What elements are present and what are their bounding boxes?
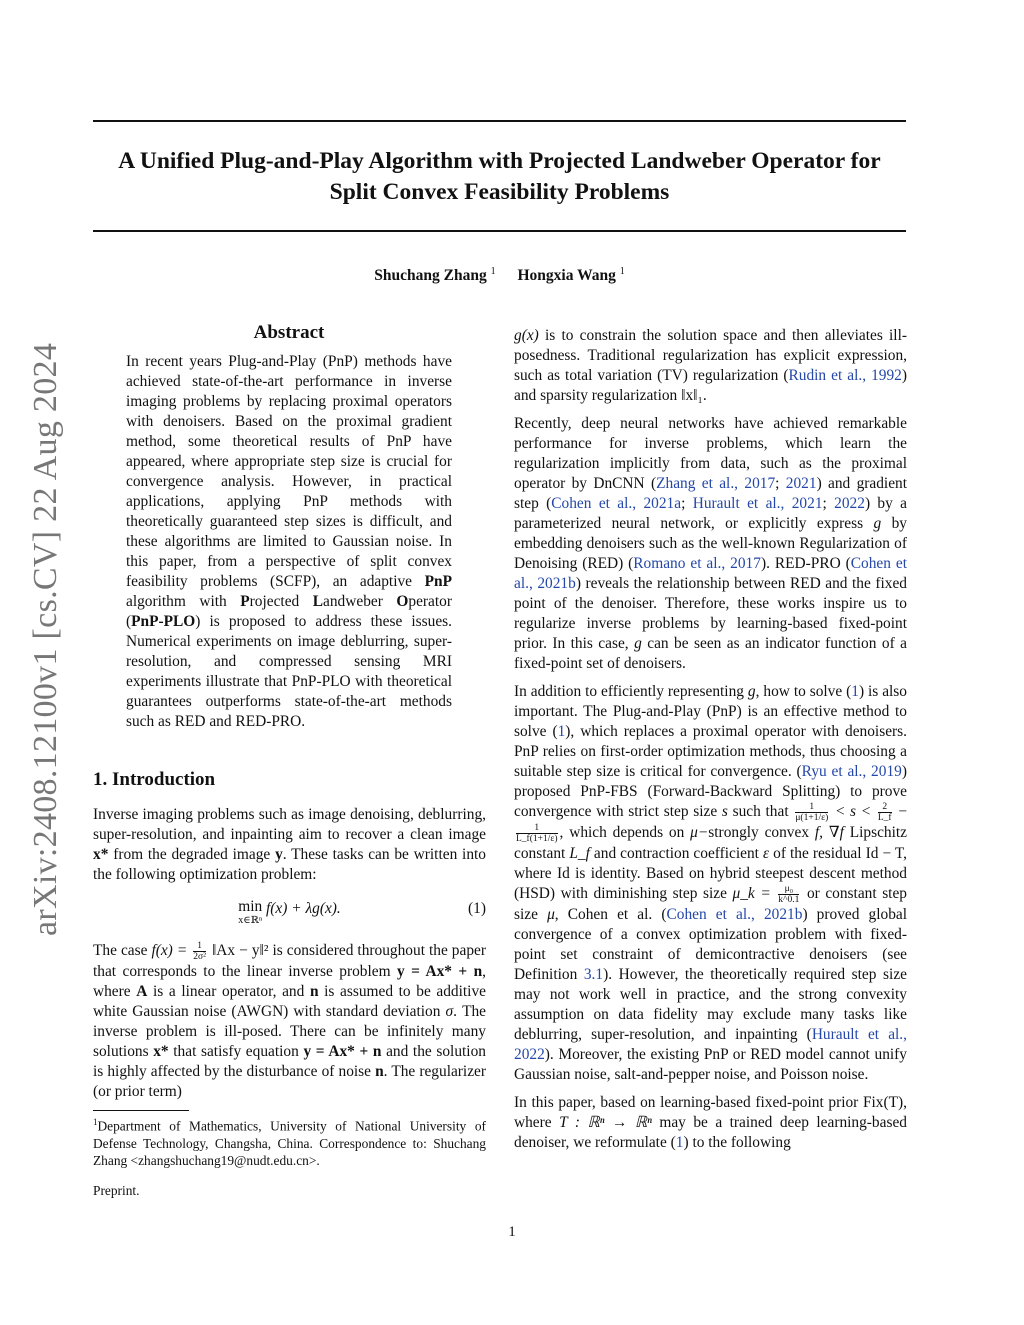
- fraction: [795, 802, 828, 823]
- min-label: min: [238, 898, 263, 915]
- citation-link[interactable]: 2021: [785, 475, 817, 492]
- citation-link[interactable]: Hurault et al., 2021: [692, 495, 823, 512]
- equation-1: [93, 898, 486, 928]
- fraction-numerator: 2: [878, 802, 892, 813]
- right-paragraph-1: [514, 326, 907, 406]
- author: [374, 267, 495, 284]
- title-bottom-rule: [93, 230, 906, 232]
- text: ) proposed PnP-FBS (Forward-Backward Splitting) to prove convergence with strict step size: [514, 763, 907, 821]
- abstract-bold: O: [396, 593, 409, 610]
- min-subscript: x∈ℝⁿ: [238, 915, 263, 926]
- text: that satisfy equation: [173, 1043, 299, 1060]
- math: g: [747, 683, 756, 700]
- text: may be a trained deep learning-based denoiser, we reformulate (: [514, 1114, 907, 1151]
- author-name: Hongxia Wang: [517, 267, 616, 285]
- fraction: [778, 884, 799, 905]
- min-operator: [238, 900, 262, 928]
- text: can be seen as an indicator function of a fixed-point set of denoisers.: [514, 635, 907, 672]
- footnote: [93, 1114, 486, 1170]
- text: ;: [822, 495, 835, 512]
- math: Id: [556, 865, 570, 882]
- fraction-denominator: μ(1+1/ε): [795, 813, 829, 823]
- text: , which depends on: [559, 824, 685, 842]
- equation-number: (1): [468, 900, 486, 917]
- math: f(x) =: [151, 942, 188, 960]
- text: by embedding denoisers such as the well-known Regularization of Denoising (RED) (: [514, 515, 907, 572]
- right-paragraph-4: [514, 1093, 907, 1153]
- math: ε: [763, 845, 770, 862]
- math: μ: [547, 906, 555, 923]
- citation-link[interactable]: 2022: [834, 495, 865, 512]
- math: n: [309, 983, 319, 1000]
- preprint-label: Preprint.: [93, 1183, 140, 1198]
- text: ) proved global convergence of a convex optimization problem with fixed-point set constraint of demicontractive denoisers (see Definition: [514, 906, 908, 983]
- footnote-rule: [93, 1110, 189, 1111]
- math: s: [721, 803, 728, 821]
- text: is a linear operator, and: [152, 983, 305, 1000]
- text: Lipschitz constant: [514, 824, 907, 862]
- fraction: [878, 802, 892, 823]
- text: ). RED-PRO (: [760, 555, 851, 572]
- math: ‖Ax − y‖²: [211, 942, 269, 960]
- section-heading-introduction: 1. Introduction: [93, 769, 216, 790]
- text: ) and gradient step (: [514, 475, 908, 512]
- fraction-numerator: μ₀: [778, 884, 799, 895]
- abstract-bold: PnP: [424, 573, 452, 590]
- math: y = Ax* + n: [396, 963, 483, 980]
- abstract-text: ) is proposed to address these issues. Numerical experiments on image deblurring, super-resolution, and compressed sensing MRI experiments illustrate that PnP-PLO with theoretical guarantees outperforms state-of-the-art methods such as RED and RED-PRO.: [126, 613, 452, 730]
- math: −: [898, 803, 907, 821]
- text: ). Moreover, the existing PnP or RED model cannot unify Gaussian noise, salt-and-pepper noise, and Poisson noise.: [514, 1046, 907, 1083]
- text: ), which replaces a proximal operator with denoisers. PnP relies on first-order optimization methods, thus choosing a suitable step size is critical for convergence. (: [514, 723, 907, 780]
- fraction: [516, 823, 558, 844]
- text: is identity. Based on hybrid steepest descent method (HSD) with diminishing step size: [514, 865, 907, 903]
- citation-link[interactable]: Ryu et al., 2019: [801, 763, 902, 780]
- math: μ−: [690, 824, 709, 842]
- author-affiliation: 1: [490, 266, 496, 277]
- text: , how to solve (: [755, 683, 852, 700]
- footnote-text: Department of Mathematics, University of National University of Defense Technology, Changsha, China. Correspondence to: Shuchang Zhang <zhangshuchang19@nudt.edu.cn>.: [93, 1118, 486, 1169]
- author: [517, 267, 624, 284]
- right-paragraph-2: [514, 414, 907, 674]
- title-top-rule: [93, 120, 906, 122]
- text: , where: [93, 963, 486, 1000]
- fraction-numerator: 1: [193, 941, 206, 952]
- text: is considered throughout the paper that corresponds to the linear inverse problem: [93, 942, 486, 980]
- text: In addition to efficiently representing: [514, 683, 744, 700]
- math: T : ℝⁿ → ℝⁿ: [559, 1114, 652, 1131]
- text: . The inverse problem is ill-posed. There can be infinitely many solutions: [93, 1003, 486, 1060]
- math: Fix(T): [862, 1094, 904, 1111]
- fraction-denominator: L_f(1+1/ε): [516, 834, 558, 844]
- text: ). However, the theoretically required step size may not work well in practice, and the strong convexity assumption on data fidelity may exclude many tasks like deblurring, super-resolution, and inpainting (: [514, 966, 907, 1043]
- text: is assumed to be additive white Gaussian noise (AWGN) with standard deviation: [93, 983, 486, 1020]
- text: .: [702, 387, 707, 404]
- equation-expression: f(x) + λg(x).: [266, 900, 341, 917]
- paper-title: [93, 146, 906, 208]
- text: In this paper, based on learning-based fixed-point prior: [514, 1094, 859, 1111]
- text: of the residual: [773, 845, 862, 862]
- math: σ: [445, 1003, 454, 1020]
- math: y = Ax* + n: [303, 1043, 382, 1060]
- text: ) is also important. The Plug-and-Play (PnP) is an effective method to solve (: [514, 683, 907, 740]
- text: Recently, deep neural networks have achieved remarkable performance for inverse problems, which learn the regularization implicitly from data, such as the proximal operator by DnCNN (: [514, 415, 907, 492]
- text: ;: [775, 475, 786, 492]
- math: L_f: [569, 845, 590, 862]
- text: ) and sparsity regularization: [514, 367, 907, 404]
- text: ;: [681, 495, 693, 512]
- equation-ref-link[interactable]: 1: [851, 683, 859, 700]
- citation-link[interactable]: Romano et al., 2017: [633, 555, 761, 572]
- text: from the degraded image: [113, 846, 271, 863]
- fraction-numerator: 1: [795, 802, 828, 813]
- author-name: Shuchang Zhang: [374, 267, 487, 285]
- math: μ_k =: [732, 885, 771, 903]
- text: The case: [93, 942, 148, 960]
- text: . These tasks can be written into the following optimization problem:: [93, 846, 486, 883]
- text: . The regularizer (or prior term): [93, 1063, 486, 1100]
- title-line-1: A Unified Plug-and-Play Algorithm with Projected Landweber Operator for: [118, 148, 881, 174]
- text: and contraction coefficient: [593, 845, 759, 862]
- math: ‖x‖₁: [681, 387, 703, 404]
- equation-body: [93, 900, 486, 928]
- abstract-text: andweber: [323, 593, 383, 610]
- fraction-denominator: k^0.1: [778, 895, 800, 905]
- text: strongly convex: [708, 824, 810, 842]
- text: Inverse imaging problems such as image denoising, deblurring, super-resolution, and inpainting aim to recover a clean image: [93, 806, 486, 843]
- right-paragraph-3: [514, 682, 907, 1085]
- page-number: 1: [508, 1224, 516, 1240]
- text: , where: [514, 845, 907, 882]
- math: g: [873, 515, 882, 532]
- text: such that: [732, 803, 789, 821]
- abstract-bold: L: [312, 593, 324, 610]
- abstract-bold: P: [240, 593, 250, 610]
- fraction-denominator: L_f: [877, 813, 892, 823]
- text: ) by a parameterized neural network, or explicitly express: [514, 495, 908, 532]
- text: , Cohen et al. (: [554, 906, 667, 923]
- math: n: [375, 1063, 384, 1080]
- citation-link[interactable]: Hurault et al., 2022: [514, 1026, 907, 1063]
- author-affiliation: 1: [619, 266, 625, 277]
- text: or constant step size: [514, 885, 907, 923]
- title-line-2: Split Convex Feasibility Problems: [329, 179, 670, 205]
- math: g(x): [514, 327, 539, 344]
- abstract-text: algorithm with: [126, 593, 227, 610]
- math: y: [275, 846, 283, 863]
- citation-link[interactable]: Cohen et al., 2021a: [551, 495, 682, 512]
- equation-ref-link[interactable]: 1: [675, 1134, 684, 1151]
- abstract-bold: PnP-PLO: [131, 613, 196, 630]
- abstract-body: [126, 352, 452, 732]
- math: x*: [93, 846, 109, 863]
- math: Id − T: [865, 845, 904, 862]
- text: is to constrain the solution space and then alleviates ill-posedness. Traditional regularization has explicit expression, such as total variation (TV) regularization (: [514, 327, 907, 384]
- math: A: [136, 983, 148, 1000]
- citation-link[interactable]: Rudin et al., 1992: [788, 367, 902, 384]
- abstract-text: perator (: [126, 593, 452, 630]
- fraction-denominator: 2σ²: [193, 952, 206, 962]
- math: x*: [153, 1043, 169, 1060]
- citation-link[interactable]: Zhang et al., 2017: [656, 475, 776, 492]
- text: and the solution is highly affected by the disturbance of noise: [93, 1043, 486, 1080]
- text: ) to the following: [683, 1134, 791, 1151]
- arxiv-identifier: arXiv:2408.12100v1 [cs.CV] 22 Aug 2024: [27, 342, 64, 936]
- intro-paragraph-1: [93, 805, 486, 885]
- citation-link[interactable]: Cohen et al., 2021b: [514, 555, 908, 592]
- equation-ref-link[interactable]: 1: [557, 723, 566, 740]
- abstract-text: rojected: [249, 593, 300, 610]
- citation-link[interactable]: Cohen et al., 2021b: [666, 906, 803, 923]
- author-list: [93, 266, 906, 285]
- text: ) reveals the relationship between RED and the fixed point of the denoiser. Therefore, these works inspire us to regularize inverse problems by learning-based fixed-point prior. In this case,: [514, 575, 907, 652]
- definition-ref-link[interactable]: 3.1: [583, 966, 604, 983]
- math: g: [634, 635, 642, 652]
- intro-paragraph-2: [93, 941, 486, 1102]
- right-column: [514, 326, 907, 1153]
- fraction-numerator: 1: [516, 823, 558, 834]
- abstract-heading: Abstract: [253, 322, 325, 343]
- fraction: [193, 941, 206, 962]
- math: f, ∇f: [814, 824, 844, 842]
- footnote-mark: 1: [93, 1117, 98, 1127]
- math: < s <: [834, 803, 872, 821]
- text: , where: [514, 1094, 907, 1131]
- abstract-text: In recent years Plug-and-Play (PnP) methods have achieved state-of-the-art performance in inverse imaging problems by replacing proximal operators with denoisers. Based on the proximal gradient method, some theoretical results of PnP have appeared, where appropriate step size is crucial for convergence analysis. However, in practical applications, applying PnP methods with theoretically guaranteed step sizes is difficult, and these algorithms are limited to Gaussian noise. In this paper, from a perspective of split convex feasibility problems (SCFP), an adaptive: [126, 353, 452, 590]
